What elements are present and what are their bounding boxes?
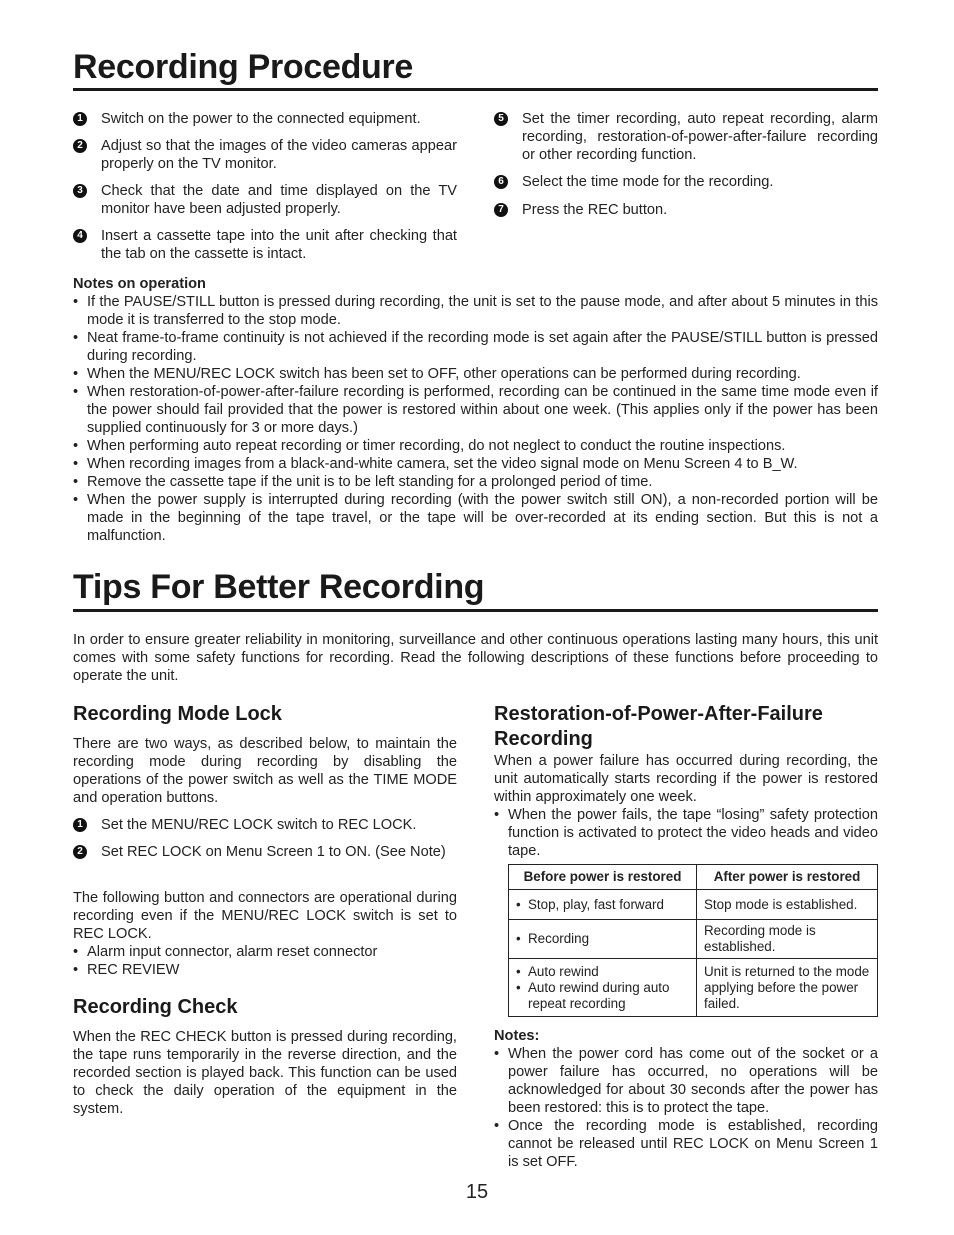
- step-text: Set the timer recording, auto repeat recording, alarm recording, restoration-of-power-after-failure recording or other recording function.: [522, 111, 878, 163]
- table-cell: [509, 890, 697, 920]
- step-number-badge: 1: [73, 818, 87, 832]
- step-number-badge: 4: [73, 229, 87, 243]
- notes-heading: Notes:: [494, 1028, 540, 1044]
- page-number: 15: [465, 1181, 489, 1203]
- step-text: Adjust so that the images of the video cameras appear properly on the TV monitor.: [101, 138, 457, 172]
- table-cell: [509, 959, 697, 1017]
- note-item: • When performing auto repeat recording or timer recording, do not neglect to conduct the routine inspections.: [73, 437, 878, 455]
- table-header-row: [509, 865, 878, 890]
- mode-lock-after: The following button and connectors are operational during recording even if the MENU/REC LOCK switch is set to REC LOCK.: [73, 890, 457, 942]
- bullet-item: • When the power fails, the tape “losing” safety protection function is activated to protect the video heads and video tape.: [494, 806, 878, 860]
- table-bullet: • Auto rewind during auto repeat recording: [516, 980, 689, 1012]
- step-text: Switch on the power to the connected equipment.: [101, 111, 421, 127]
- procedure-step-3: [73, 182, 457, 220]
- notes-heading: Notes on operation: [73, 276, 206, 292]
- procedure-step-4: [73, 227, 457, 265]
- note-item: • When restoration-of-power-after-failure recording is performed, recording can be continued in the same time mode even if the power should fail provided that the power is restored within about one week. (This applies only if the power has been supplied continuously for 3 or more days.): [73, 383, 878, 437]
- step-text: Set the MENU/REC LOCK switch to REC LOCK.: [101, 817, 417, 833]
- mode-lock-step-2: [73, 843, 457, 881]
- bullet-item: • REC REVIEW: [73, 961, 457, 979]
- note-item: • When recording images from a black-and-white camera, set the video signal mode on Menu Screen 4 to B_W.: [73, 455, 878, 473]
- step-text: Set REC LOCK on Menu Screen 1 to ON. (See Note): [101, 844, 446, 860]
- procedure-step-7: [494, 201, 878, 221]
- rec-check-text: When the REC CHECK button is pressed during recording, the tape runs temporarily in the reverse direction, and the recorded section is played back. This function can be used to check the daily operation of the equipment in the system.: [73, 1029, 457, 1117]
- table-bullet: • Auto rewind: [516, 964, 689, 980]
- mode-lock-intro: There are two ways, as described below, to maintain the recording mode during recording by disabling the operations of the power switch as well as the TIME MODE and operation buttons.: [73, 736, 457, 806]
- subsection-title-line: Recording: [494, 728, 593, 750]
- procedure-step-2: [73, 137, 457, 175]
- subsection-title-line: Restoration-of-Power-After-Failure: [494, 703, 823, 725]
- restoration-intro: When a power failure has occurred during recording, the unit automatically starts recording if the power is restored within approximately one week.: [494, 753, 878, 805]
- section-title-tips: Tips For Better Recording: [73, 568, 485, 606]
- table-cell: Stop mode is established.: [697, 890, 878, 920]
- mode-lock-step-1: [73, 816, 457, 836]
- note-item: • When the MENU/REC LOCK switch has been set to OFF, other operations can be performed during recording.: [73, 365, 878, 383]
- step-number-badge: 6: [494, 175, 508, 189]
- table-row: [509, 959, 878, 1017]
- step-number-badge: 3: [73, 184, 87, 198]
- step-number-badge: 7: [494, 203, 508, 217]
- step-text: Insert a cassette tape into the unit after checking that the tab on the cassette is intact.: [101, 228, 457, 262]
- note-item: • Remove the cassette tape if the unit is to be left standing for a prolonged period of time.: [73, 473, 878, 491]
- table-cell: [509, 920, 697, 959]
- restoration-section: [494, 702, 878, 1171]
- table-bullet: • Stop, play, fast forward: [516, 897, 689, 913]
- title-rule: [73, 609, 878, 612]
- procedure-step-1: [73, 110, 457, 130]
- notes-on-operation: [73, 275, 878, 545]
- table-header: After power is restored: [697, 865, 878, 890]
- note-item: • When the power supply is interrupted during recording (with the power switch still ON), a non-recorded portion will be made in the beginning of the tape travel, or the tape will be over-recorded at its ending section. But this is not a malfunction.: [73, 491, 878, 545]
- section-title-recording-procedure: Recording Procedure: [73, 48, 414, 86]
- subsection-title: Recording Check: [73, 996, 238, 1018]
- note-item: • If the PAUSE/STILL button is pressed during recording, the unit is set to the pause mode, and after about 5 minutes in this mode it is transferred to the stop mode.: [73, 293, 878, 329]
- table-header: Before power is restored: [509, 865, 697, 890]
- step-number-badge: 5: [494, 112, 508, 126]
- subsection-title: Recording Mode Lock: [73, 703, 282, 725]
- subsection-title: [494, 702, 878, 752]
- step-number-badge: 1: [73, 112, 87, 126]
- note-item: • Neat frame-to-frame continuity is not achieved if the recording mode is set again after the PAUSE/STILL button is pressed during recording.: [73, 329, 878, 365]
- step-text: Press the REC button.: [522, 202, 668, 218]
- step-text: Select the time mode for the recording.: [522, 174, 774, 190]
- bullet-item: • Alarm input connector, alarm reset connector: [73, 943, 457, 961]
- step-number-badge: 2: [73, 845, 87, 859]
- note-item: • When the power cord has come out of the socket or a power failure has occurred, no operations will be acknowledged for about 30 seconds after the power has been restored: this is to protect the tape.: [494, 1045, 878, 1117]
- restoration-table: [508, 864, 878, 1017]
- step-number-badge: 2: [73, 139, 87, 153]
- note-item: • Once the recording mode is established, recording cannot be released until REC LOCK on Menu Screen 1 is set OFF.: [494, 1117, 878, 1171]
- table-row: [509, 890, 878, 920]
- procedure-step-6: [494, 173, 878, 193]
- step-text: Check that the date and time displayed on the TV monitor have been adjusted properly.: [101, 183, 457, 217]
- table-cell: Recording mode is established.: [697, 920, 878, 959]
- title-rule: [73, 88, 878, 91]
- table-bullet: • Recording: [516, 931, 689, 947]
- table-cell: Unit is returned to the mode applying before the power failed.: [697, 959, 878, 1017]
- table-row: [509, 920, 878, 959]
- tips-intro: In order to ensure greater reliability in monitoring, surveillance and other continuous operations lasting many hours, this unit comes with some safety functions for recording. Read the following descriptions of these functions before proceeding to operate the unit.: [73, 632, 878, 684]
- recording-mode-lock-section: [73, 702, 457, 979]
- procedure-step-5: [494, 110, 878, 166]
- recording-check-section: [73, 995, 457, 1118]
